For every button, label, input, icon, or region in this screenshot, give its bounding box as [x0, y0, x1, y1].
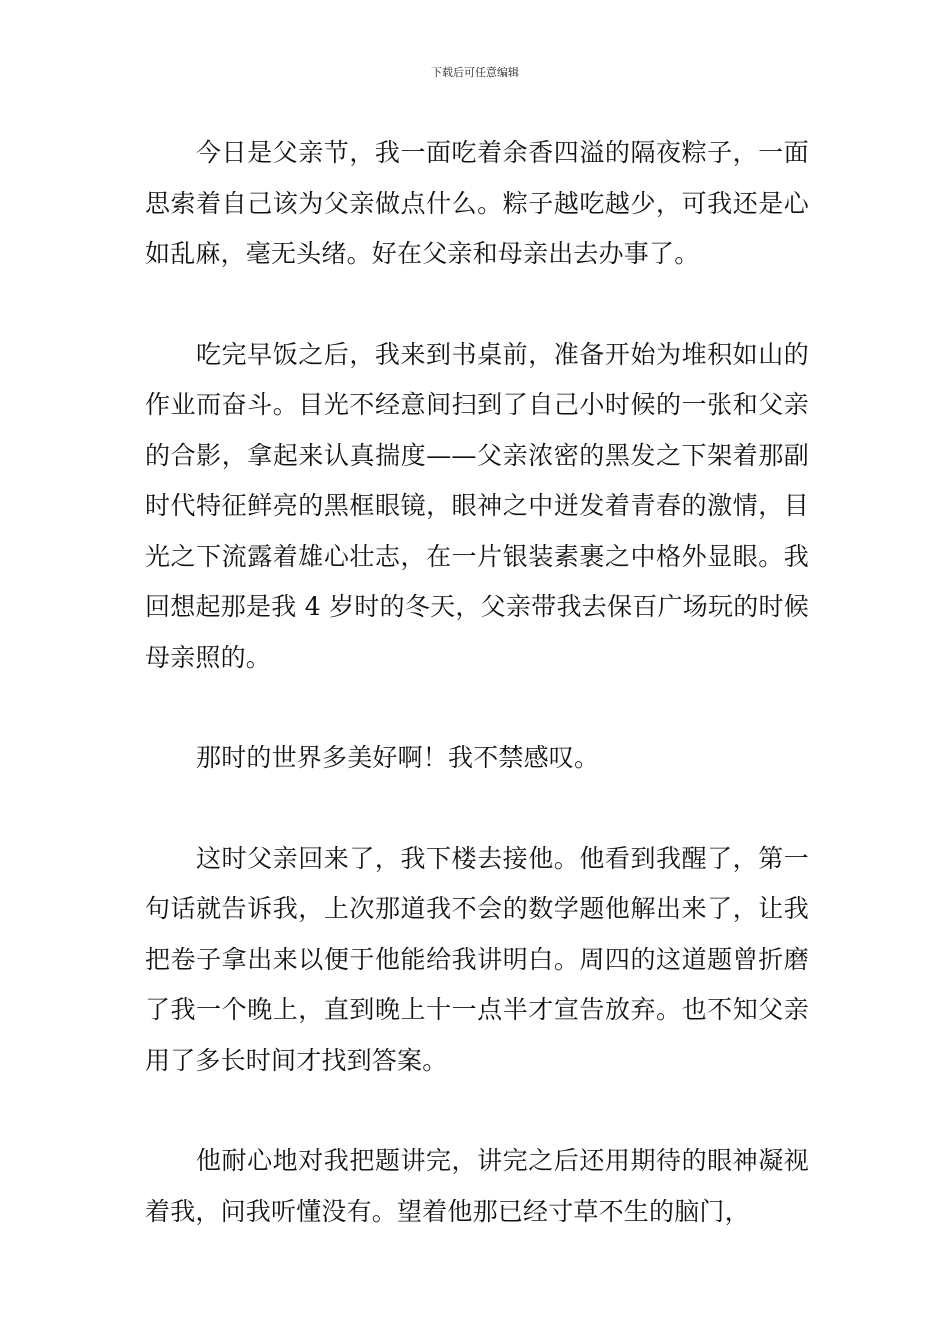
paragraph-5: 他耐心地对我把题讲完，讲完之后还用期待的眼神凝视着我，问我听懂没有。望着他那已经寸草不生的脑门，: [145, 1146, 809, 1226]
document-body: [145, 128, 809, 1237]
paragraph-4: 这时父亲回来了，我下楼去接他。他看到我醒了，第一句话就告诉我，上次那道我不会的数学题他解出来了，让我把卷子拿出来以便于他能给我讲明白。周四的这道题曾折磨了我一个晚上，直到晚上十一点半才宣告放弃。也不知父亲用了多长时间才找到答案。: [145, 843, 809, 1075]
paragraph-3: 那时的世界多美好啊！我不禁感叹。: [196, 743, 600, 772]
paragraph-1: 今日是父亲节，我一面吃着余香四溢的隔夜粽子，一面思索着自己该为父亲做点什么。粽子越吃越少，可我还是心如乱麻，毫无头绪。好在父亲和母亲出去办事了。: [145, 138, 809, 268]
paragraph-2: 吃完早饭之后，我来到书桌前，准备开始为堆积如山的作业而奋斗。目光不经意间扫到了自己小时候的一张和父亲的合影，拿起来认真揣度——父亲浓密的黑发之下架着那副时代特征鲜亮的黑框眼镜，眼神之中迸发着青春的激情，目光之下流露着雄心壮志，在一片银装素裹之中格外显眼。我回想起那是我 4 岁时的冬天，父亲带我去保百广场玩的时候母亲照的。: [145, 339, 809, 672]
page-header-note: 下载后可任意编辑: [431, 66, 519, 79]
